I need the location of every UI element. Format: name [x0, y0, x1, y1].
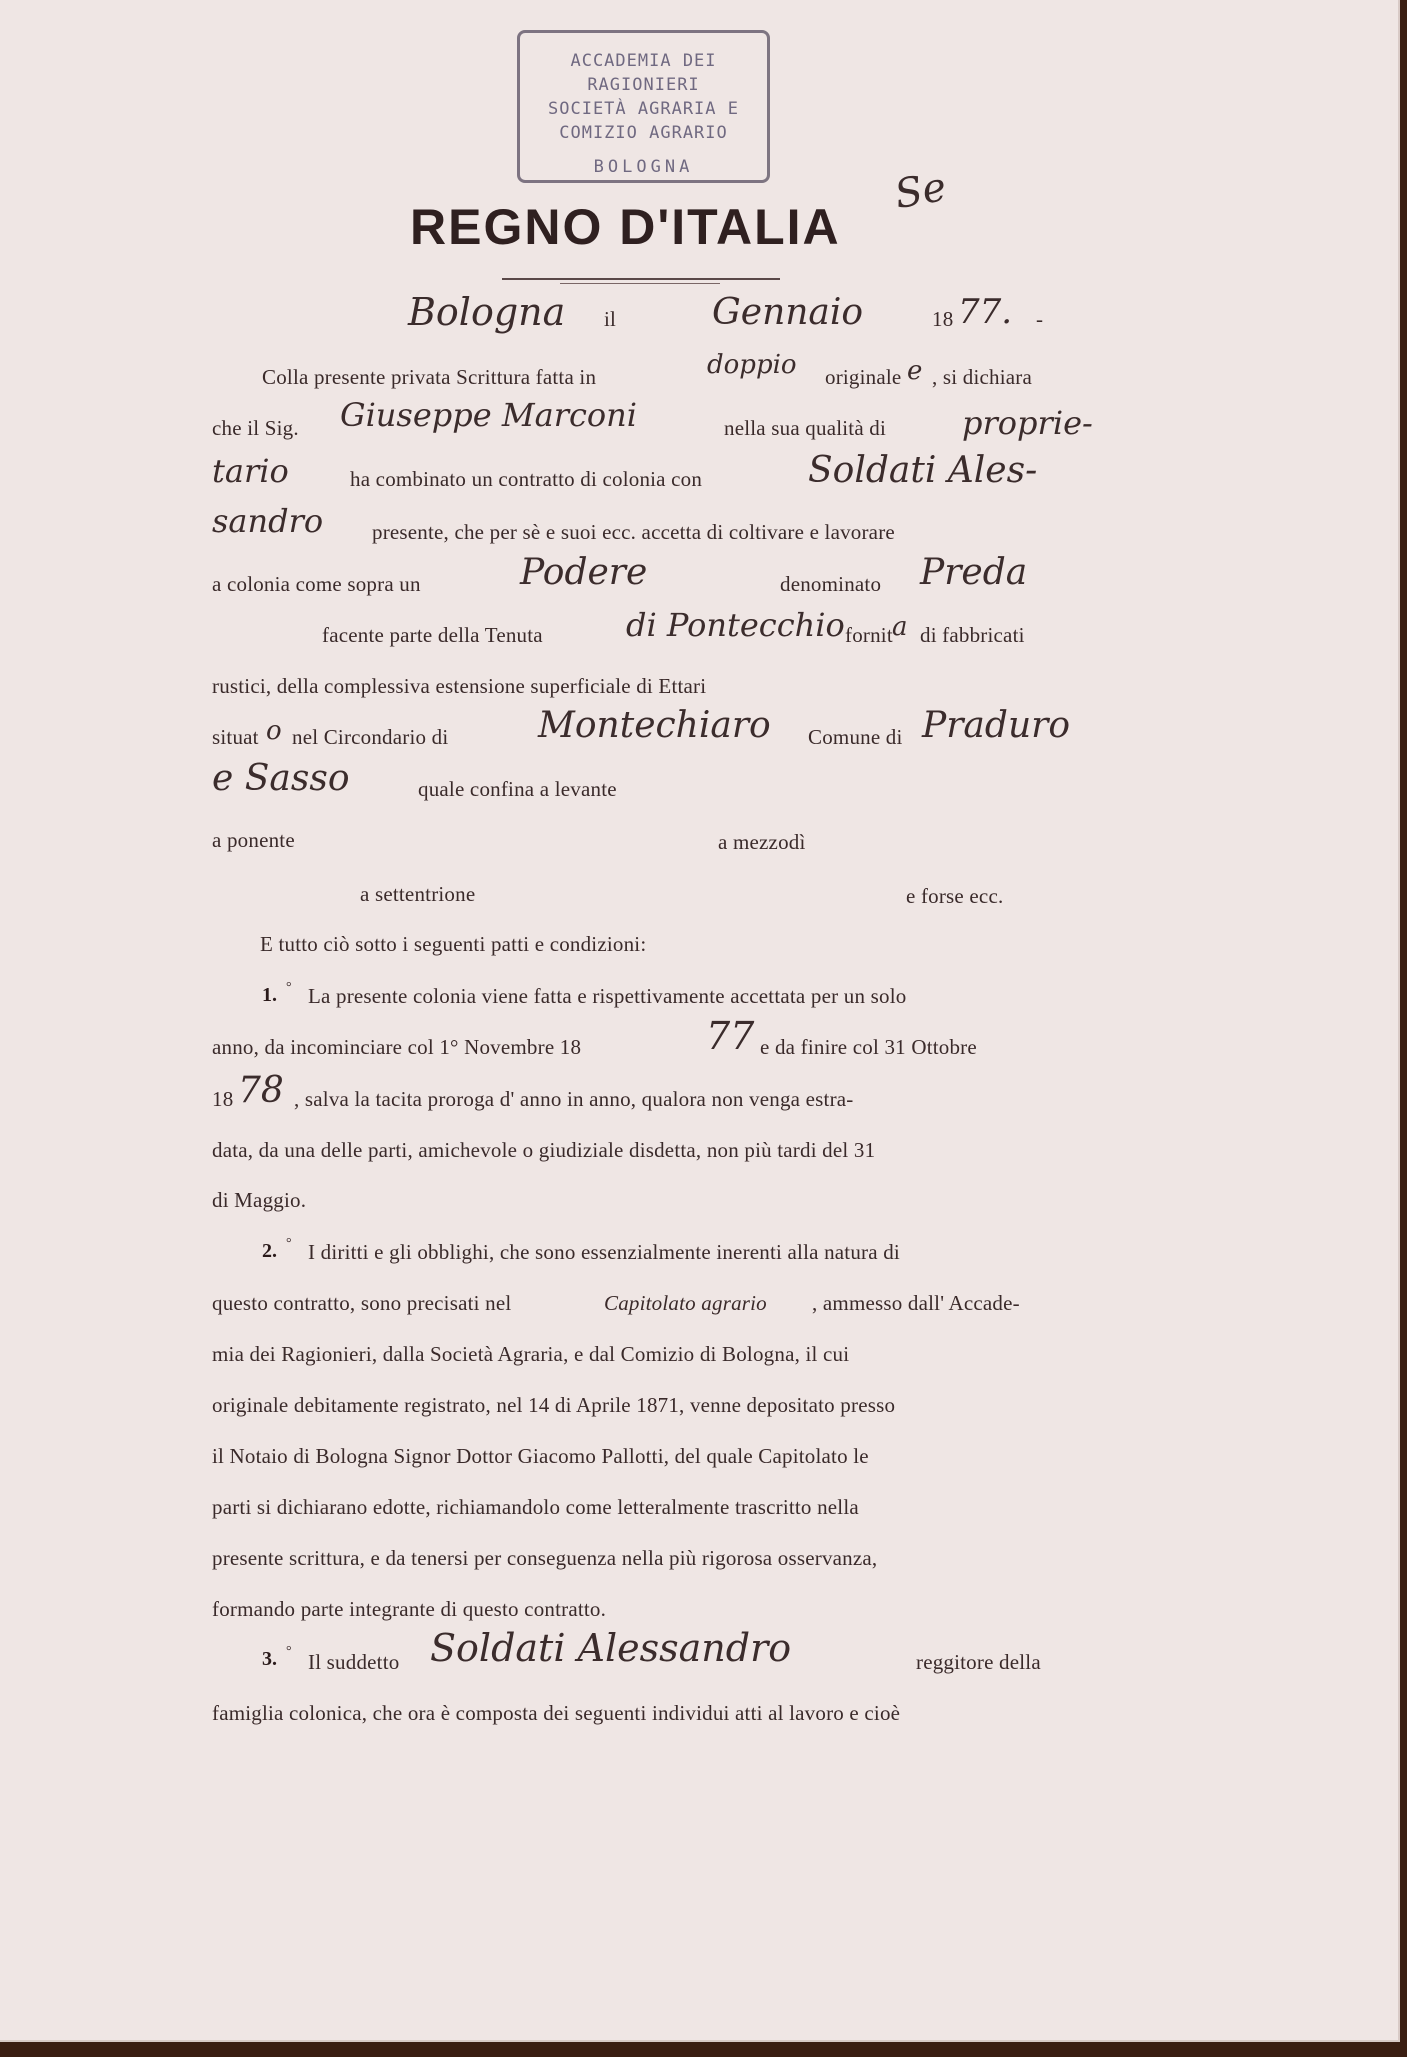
- hw-name: Giuseppe Marconi: [340, 396, 638, 434]
- hw-proprie: proprie-: [962, 404, 1093, 442]
- sig-text-13: Comune di: [808, 725, 903, 749]
- clause-3-hw-name: Soldati Alessandro: [430, 1626, 792, 1670]
- sig-text-10: rustici, della complessiva estensione superficiale di Ettari: [212, 674, 707, 698]
- clause-2-degree: °: [286, 1236, 292, 1251]
- sig-text-17: a settentrione: [360, 882, 476, 906]
- clause-3-line-2: famiglia colonica, che ora è composta dei seguenti individui atti al lavoro e cioè: [212, 1701, 901, 1725]
- clause-1-line-4: data, da una delle parti, amichevole o giudiziale disdetta, non più tardi del 31: [212, 1138, 876, 1162]
- document-title: REGNO D'ITALIA: [410, 199, 841, 255]
- sig-text-4: presente, che per sè e suoi ecc. accetta di coltivare e lavorare: [372, 520, 895, 544]
- clause-2-line-3: mia dei Ragionieri, dalla Società Agraria, e dal Comizio di Bologna, il cui: [212, 1342, 850, 1366]
- clause-1-hw-78: 78: [238, 1070, 284, 1111]
- colla-hw-doppio: doppio: [707, 350, 797, 380]
- institution-stamp: [517, 30, 770, 183]
- sig-text-18: e forse ecc.: [906, 884, 1004, 908]
- clause-1-line-3a: 18: [212, 1087, 234, 1111]
- stamp-line-1: ACCADEMIA DEI RAGIONIERI: [570, 51, 717, 95]
- sig-text-8: fornit: [845, 623, 893, 647]
- sig-text-15: a ponente: [212, 828, 295, 852]
- stamp-line-3: COMIZIO AGRARIO: [559, 123, 728, 143]
- colla-text-2: originale: [825, 365, 902, 389]
- hw-soldati-ales: Soldati Ales-: [808, 450, 1038, 491]
- handwritten-corner-mark: Se: [891, 163, 950, 219]
- stamp-line-2: SOCIETÀ AGRARIA E: [548, 99, 739, 119]
- hw-e-sasso: e Sasso: [212, 758, 350, 799]
- date-year-prefix: 18: [932, 307, 954, 331]
- hw-o: o: [266, 716, 282, 746]
- clause-2-line-8: formando parte integrante di questo contratto.: [212, 1597, 607, 1621]
- sig-text-11: situat: [212, 725, 259, 749]
- clause-1-line-2b: e da finire col 31 Ottobre: [760, 1035, 977, 1059]
- sig-text-12: nel Circondario di: [292, 725, 449, 749]
- clause-2-line-6: parti si dichiarano edotte, richiamandolo come letteralmente trascritto nella: [212, 1495, 859, 1519]
- title-rule-secondary: [560, 283, 720, 284]
- sig-text-1: che il Sig.: [212, 416, 299, 440]
- hw-montechiaro: Montechiaro: [538, 705, 771, 746]
- clause-1-hw-77: 77: [706, 1014, 755, 1058]
- clause-1-line-2a: anno, da incominciare col 1° Novembre 18: [212, 1035, 582, 1059]
- hw-podere: Podere: [520, 552, 648, 593]
- clause-3-line-1b: reggitore della: [916, 1650, 1041, 1674]
- colla-text-3: , si dichiara: [932, 365, 1032, 389]
- clause-1-degree: °: [286, 980, 292, 995]
- hw-pontecchio: di Pontecchio: [626, 606, 845, 644]
- date-year: 77.: [958, 292, 1013, 332]
- clause-2-number: 2.: [262, 1240, 277, 1262]
- sig-text-9: di fabbricati: [920, 623, 1025, 647]
- title-rule: [502, 278, 780, 280]
- hw-sandro: sandro: [212, 502, 324, 540]
- date-month: Gennaio: [712, 292, 864, 333]
- sig-text-2: nella sua qualità di: [724, 416, 887, 440]
- clause-3-number: 3.: [262, 1648, 277, 1670]
- sig-text-19: E tutto ciò sotto i seguenti patti e condizioni:: [260, 932, 647, 956]
- clause-1-line-3b: , salva la tacita proroga d' anno in anno, qualora non venga estra-: [294, 1087, 854, 1111]
- date-il: il: [604, 307, 617, 331]
- hw-preda: Preda: [920, 552, 1028, 593]
- stamp-line-4: BOLOGNA: [593, 157, 694, 177]
- sig-text-7: facente parte della Tenuta: [322, 623, 543, 647]
- clause-2-line-4: originale debitamente registrato, nel 14 di Aprile 1871, venne depositato presso: [212, 1393, 896, 1417]
- sig-text-6: denominato: [780, 572, 882, 596]
- clause-1-line-1: La presente colonia viene fatta e rispettivamente accettata per un solo: [308, 984, 907, 1008]
- sig-text-16: a mezzodì: [718, 830, 806, 854]
- clause-2-line-5: il Notaio di Bologna Signor Dottor Giacomo Pallotti, del quale Capitolato le: [212, 1444, 869, 1468]
- date-city: Bologna: [408, 290, 566, 334]
- colla-hw-e: e: [907, 356, 923, 386]
- clause-1-number: 1.: [262, 984, 277, 1006]
- sig-text-14: quale confina a levante: [418, 777, 617, 801]
- clause-1-line-5: di Maggio.: [212, 1188, 307, 1212]
- clause-2-line-2b: , ammesso dall' Accade-: [812, 1291, 1020, 1315]
- clause-2-line-2-italic: Capitolato agrario: [604, 1291, 767, 1315]
- sig-text-5: a colonia come sopra un: [212, 572, 421, 596]
- hw-a: a: [892, 612, 908, 642]
- hw-tario: tario: [212, 452, 289, 490]
- clause-3-degree: °: [286, 1644, 292, 1659]
- sig-text-3: ha combinato un contratto di colonia con: [350, 467, 703, 491]
- date-dash: -: [1036, 307, 1044, 331]
- clause-3-line-1a: Il suddetto: [308, 1650, 400, 1674]
- colla-text-1: Colla presente privata Scrittura fatta in: [262, 365, 597, 389]
- clause-2-line-7: presente scrittura, e da tenersi per conseguenza nella più rigorosa osservanza,: [212, 1546, 878, 1570]
- clause-2-line-2a: questo contratto, sono precisati nel: [212, 1291, 512, 1315]
- clause-2-line-1: I diritti e gli obblighi, che sono essenzialmente inerenti alla natura di: [308, 1240, 900, 1264]
- hw-praduro: Praduro: [922, 705, 1071, 746]
- bleed-through-text: [1040, 200, 1380, 960]
